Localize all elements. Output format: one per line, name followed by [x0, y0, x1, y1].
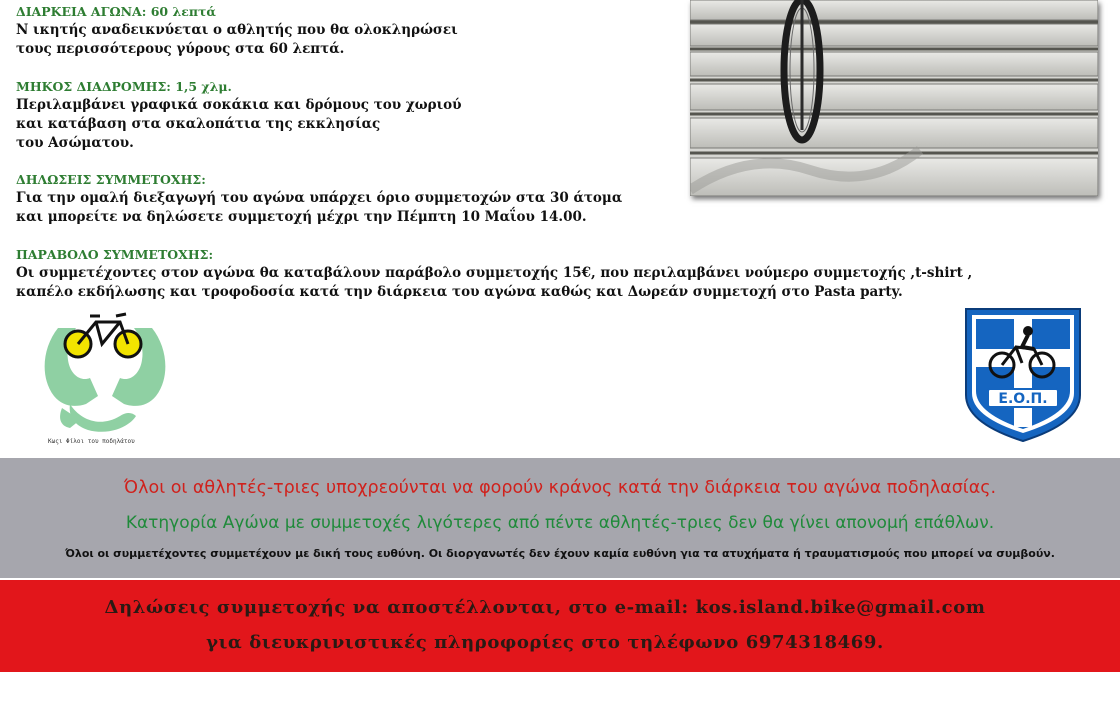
email-line: Δηλώσεις συμμετοχής να αποστέλλονται, στο e-mail: kos.island.bike@gmail.com	[104, 597, 986, 618]
section-heading: ΔΙΑΡΚΕΙΑ ΑΓΩΝΑ: 60 λεπτά	[16, 4, 217, 19]
helmet-notice: Όλοι οι αθλητές-τριες υποχρεούνται να φορούν κράνος κατά την διάρκεια του αγώνα ποδηλασίας.	[123, 478, 997, 498]
cycling-friends-logo	[40, 308, 170, 448]
contact-band	[0, 580, 1120, 672]
eop-shield-logo	[962, 305, 1084, 445]
bike-stairs-photo	[690, 0, 1098, 196]
section-registration	[16, 170, 622, 227]
section-fee	[16, 245, 972, 302]
section-body: Για την ομαλή διεξαγωγή του αγώνα υπάρχει όριο συμμετοχών στα 30 άτομα και μπορείτε να δηλώσετε συμμετοχή μέχρι την Πέμπτη 10 Μαΐου 14.00.	[16, 190, 623, 225]
shield-label: Ε.Ο.Π.	[998, 391, 1048, 407]
section-heading: ΠΑΡΑΒΟΛΟ ΣΥΜΜΕΤΟΧΗΣ:	[16, 247, 214, 262]
notice-band	[0, 458, 1120, 578]
category-notice: Κατηγορία Αγώνα με συμμετοχές λιγότερες από πέντε αθλητές-τριες δεν θα γίνει απονομή επάθλων.	[125, 513, 995, 533]
phone-line: για διευκρινιστικές πληροφορίες στο τηλέφωνο 6974318469.	[206, 632, 884, 653]
section-body: Ν ικητής αναδεικνύεται ο αθλητής που θα ολοκληρώσει τους περισσότερους γύρους στα 60 λεπτά.	[16, 22, 458, 57]
hands-bike-icon	[40, 308, 170, 436]
section-body: Περιλαμβάνει γραφικά σοκάκια και δρόμους του χωριού και κατάβαση στα σκαλοπάτια της εκκλησίας του Ασώματου.	[16, 97, 462, 151]
shield-icon	[962, 305, 1084, 445]
logo-caption: Κωςι Φίλοι του ποδηλάτου	[48, 438, 135, 445]
section-heading: ΜΗΚΟΣ ΔΙΑΔΡΟΜΗΣ: 1,5 χλμ.	[16, 79, 232, 94]
stairs-illustration	[690, 0, 1098, 196]
liability-notice: Όλοι οι συμμετέχοντες συμμετέχουν με δική τους ευθύνη. Οι διοργανωτές δεν έχουν καμία ευθύνη για τα ατυχήματα ή τραυματισμούς που μπορεί να συμβούν.	[65, 547, 1055, 560]
section-route-length	[16, 77, 461, 153]
section-body: Οι συμμετέχοντες στον αγώνα θα καταβάλουν παράβολο συμμετοχής 15€, που περιλαμβάνει νούμερο συμμετοχής ,t-shirt , καπέλο εκδήλωσης και τροφοδοσία κατά την διάρκεια του αγώνα καθώς και Δωρεάν συμμετοχή στο Pasta party.	[16, 265, 973, 300]
section-duration	[16, 2, 458, 59]
section-heading: ΔΗΛΩΣΕΙΣ ΣΥΜΜΕΤΟΧΗΣ:	[16, 172, 206, 187]
